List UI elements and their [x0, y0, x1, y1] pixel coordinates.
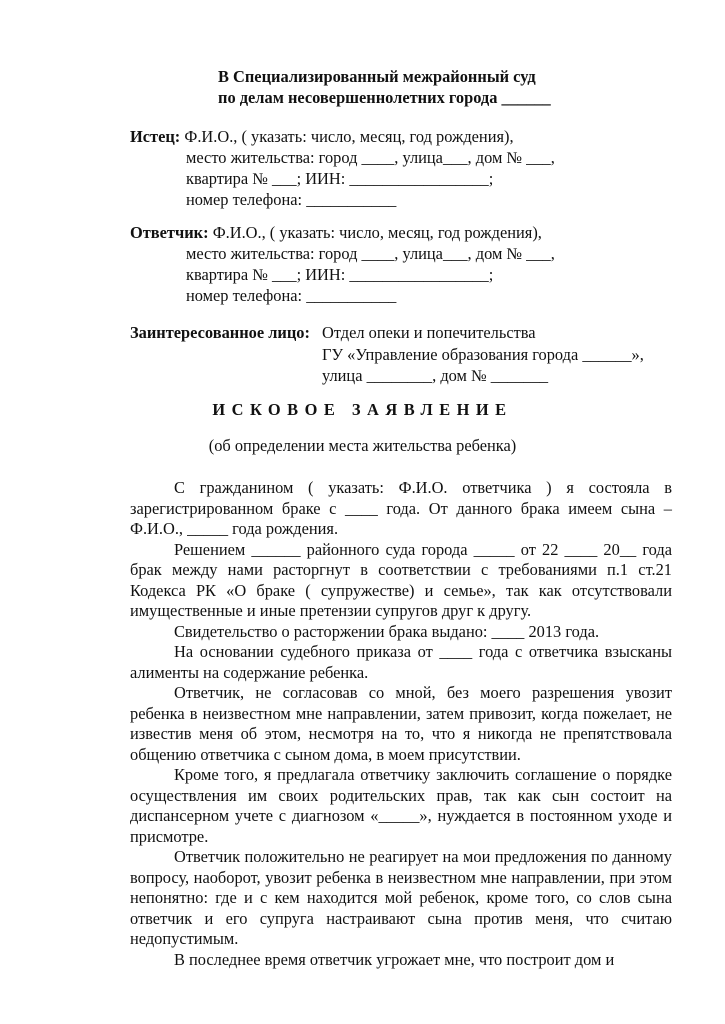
- paragraph: Решением ______ районного суда города _____ от 22 ____ 20__ года брак между нами расторгнут в соответствии с требованиями п.1 ст.21 Кодекса РК «О браке ( супружестве) и семье», так как отсутствовали имущественные и иные претензии супругов друг к другу.: [130, 539, 672, 620]
- claim-body: [130, 478, 672, 970]
- court-header: [218, 66, 638, 108]
- plaintiff-phone-line: номер телефона: ___________: [186, 190, 397, 209]
- document-title: ИСКОВОЕ ЗАЯВЛЕНИЕ: [212, 400, 513, 419]
- plaintiff-address-line: место жительства: город ____, улица___, дом № ___,: [186, 148, 555, 167]
- plaintiff-name-line: Ф.И.О., ( указать: число, месяц, год рождения),: [184, 127, 514, 146]
- paragraph: На основании судебного приказа от ____ года с ответчика взысканы алименты на содержание ребенка.: [130, 642, 672, 682]
- court-line-1: В Специализированный межрайонный суд: [218, 67, 536, 86]
- court-line-2: по делам несовершеннолетних города ______: [218, 88, 551, 107]
- interested-line-1: Отдел опеки и попечительства: [322, 323, 536, 342]
- defendant-name-line: Ф.И.О., ( указать: число, месяц, год рождения),: [212, 223, 542, 242]
- paragraph: Ответчик, не согласовав со мной, без моего разрешения увозит ребенка в неизвестном мне направлении, затем привозит, когда пожелает, не известив меня об этом, несмотря на то, что я никогда не препятствовала общению ответчика с сыном дома, в моем присутствии.: [130, 683, 672, 764]
- defendant-block: [130, 222, 690, 306]
- paragraph: Кроме того, я предлагала ответчику заключить соглашение о порядке осуществления им своих родительских прав, так как сын состоит на диспансерном учете с диагнозом «_____», нуждается в постоянном уходе и присмотре.: [130, 765, 672, 846]
- document-subtitle: (об определении места жительства ребенка): [208, 436, 517, 455]
- interested-party-label: Заинтересованное лицо:: [130, 323, 310, 342]
- plaintiff-block: [130, 126, 690, 210]
- defendant-address-line: место жительства: город ____, улица___, дом № ___,: [186, 244, 555, 263]
- defendant-phone-line: номер телефона: ___________: [186, 286, 397, 305]
- interested-party-block: [130, 322, 690, 387]
- paragraph: С гражданином ( указать: Ф.И.О. ответчика ) я состояла в зарегистрированном браке с ____ года. От данного брака имеем сына – Ф.И.О., _____ года рождения.: [130, 478, 672, 538]
- paragraph: Ответчик положительно не реагирует на мои предложения по данному вопросу, наоборот, увозит ребенка в неизвестном мне направлении, при этом непонятно: где и с кем находится мой ребенок, кроме того, со слов сына ответчик и его супруга настраивают сына против меня, что считаю недопустимым.: [130, 847, 672, 948]
- plaintiff-label: Истец:: [130, 127, 181, 146]
- defendant-apartment-line: квартира № ___; ИИН: _________________;: [186, 265, 494, 284]
- paragraph: Свидетельство о расторжении брака выдано: ____ 2013 года.: [174, 621, 600, 641]
- defendant-label: Ответчик:: [130, 223, 209, 242]
- plaintiff-apartment-line: квартира № ___; ИИН: _________________;: [186, 169, 494, 188]
- interested-line-2: ГУ «Управление образования города ______»,: [322, 344, 644, 364]
- paragraph: В последнее время ответчик угрожает мне, что построит дом и: [174, 949, 615, 969]
- interested-line-3: улица ________, дом № _______: [322, 366, 549, 385]
